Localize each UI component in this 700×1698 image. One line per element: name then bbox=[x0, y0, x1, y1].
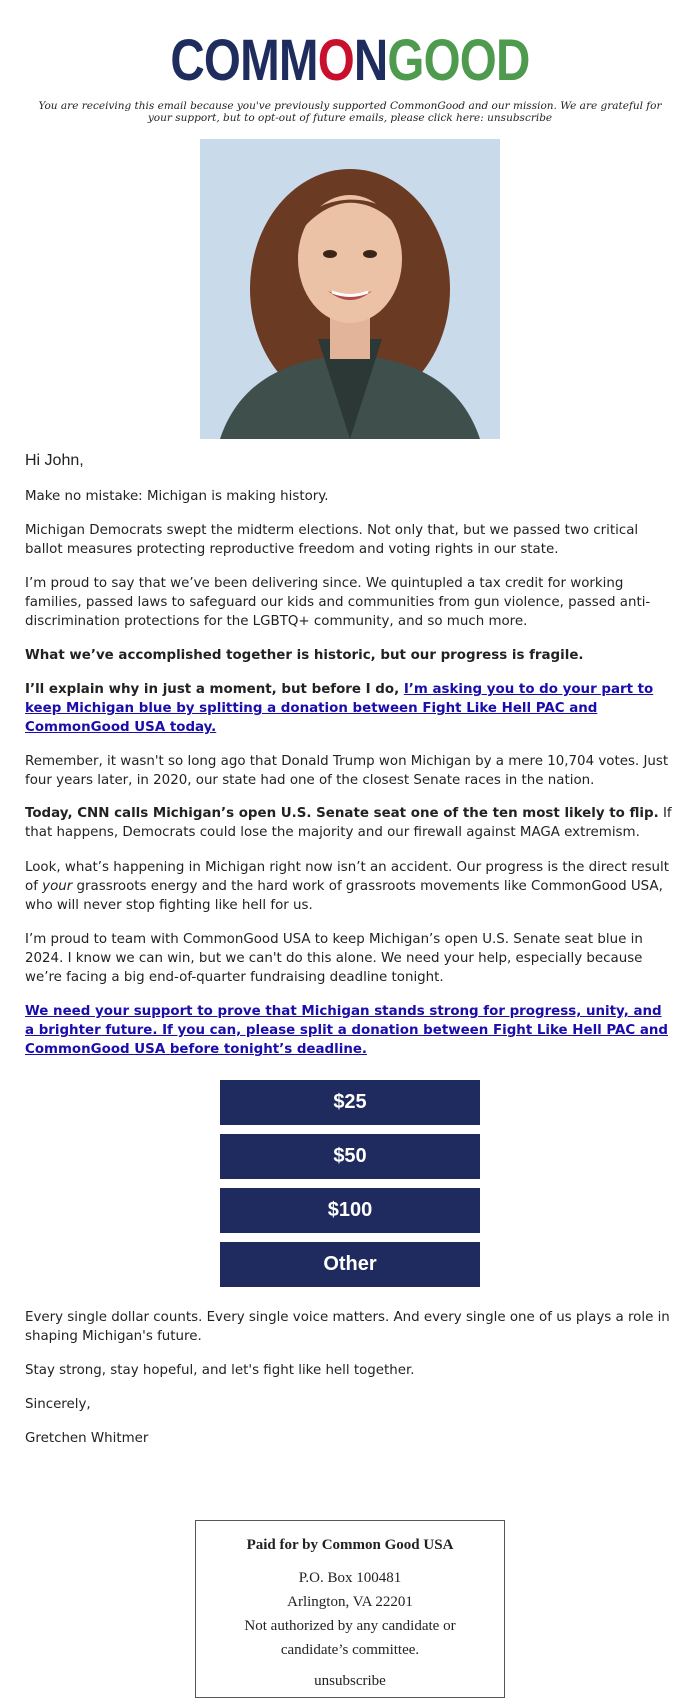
donate-25-button[interactable]: $25 bbox=[220, 1080, 480, 1125]
donate-100-button[interactable]: $100 bbox=[220, 1188, 480, 1233]
portrait-photo bbox=[200, 139, 500, 439]
paragraph-4-bold: What we’ve accomplished together is historic, but our progress is fragile. bbox=[25, 648, 584, 663]
footer-authorization: Not authorized by any candidate or bbox=[244, 1618, 456, 1634]
donate-50-button[interactable]: $50 bbox=[220, 1134, 480, 1179]
paragraph-11: Every single dollar counts. Every single voice matters. And every single one of us plays a role in shaping Michigan's future. bbox=[25, 1310, 670, 1344]
footer-po-box: P.O. Box 100481 bbox=[298, 1570, 402, 1586]
paragraph-4 bbox=[25, 646, 675, 665]
footer-committee: candidate’s committee. bbox=[280, 1642, 420, 1658]
portrait-illustration bbox=[200, 139, 500, 439]
donate-link-deadline[interactable]: We need your support to prove that Michigan stands strong for progress, unity, and a brighter future. If you can, please split a donation between Fight Like Hell PAC and CommonGood USA before tonight’s deadline. bbox=[25, 1004, 669, 1057]
paragraph-6: Remember, it wasn't so long ago that Donald Trump won Michigan by a mere 10,704 votes. Just four years later, in 2020, our state had one of the closest Senate races in the nation. bbox=[25, 754, 669, 788]
footer-unsubscribe-link[interactable]: unsubscribe bbox=[314, 1673, 386, 1689]
paragraph-5-bold: I’ll explain why in just a moment, but before I do, bbox=[25, 682, 404, 697]
logo-letter-o: O bbox=[317, 28, 354, 93]
sign-off: Sincerely, bbox=[25, 1397, 91, 1412]
paid-for-label: Paid for by Common Good USA bbox=[246, 1537, 454, 1553]
logo-text-common: COMM bbox=[170, 28, 318, 93]
email-disclaimer bbox=[25, 100, 675, 124]
paragraph-10 bbox=[25, 1002, 675, 1059]
paragraph-1: Make no mistake: Michigan is making history. bbox=[25, 489, 329, 504]
paragraph-12: Stay strong, stay hopeful, and let's fight like hell together. bbox=[25, 1363, 415, 1378]
signature-name: Gretchen Whitmer bbox=[25, 1431, 149, 1446]
paragraph-7 bbox=[25, 804, 675, 842]
footer-city: Arlington, VA 22201 bbox=[287, 1594, 413, 1610]
paragraph-3: I’m proud to say that we’ve been delivering since. We quintupled a tax credit for working families, passed laws to safeguard our kids and communities from gun violence, passed anti-discrimination protections for the LGBTQ+ community, and so much more. bbox=[25, 576, 651, 629]
greeting: Hi John, bbox=[25, 452, 84, 469]
paragraph-8 bbox=[25, 858, 675, 915]
donate-link-keep-michigan-blue[interactable]: I’m asking you to do your part to keep Michigan blue by splitting a donation between Fight Like Hell PAC and CommonGood USA today. bbox=[25, 682, 654, 735]
disclaimer-unsubscribe-link[interactable]: unsubscribe bbox=[487, 112, 553, 124]
logo-text-good: GOOD bbox=[387, 28, 530, 93]
paid-for-footer bbox=[195, 1520, 505, 1698]
footer-address bbox=[196, 1566, 504, 1662]
paragraph-2: Michigan Democrats swept the midterm elections. Not only that, but we passed two critical ballot measures protecting reproductive freedom and voting rights in our state. bbox=[25, 523, 639, 557]
commongood-logo bbox=[0, 30, 700, 92]
paragraph-5 bbox=[25, 680, 675, 737]
paragraph-7-bold: Today, CNN calls Michigan’s open U.S. Senate seat one of the ten most likely to flip. bbox=[25, 806, 659, 821]
disclaimer-text: You are receiving this email because you've previously supported CommonGood and our mission. We are grateful for your support, but to opt-out of future emails, please click here: bbox=[38, 100, 662, 124]
paragraph-8-text-a: Look, what’s happening in Michigan right now isn’t an accident. Our progress is the direct result of bbox=[25, 860, 669, 894]
paragraph-7-text: If that happens, Democrats could lose the majority and our firewall against MAGA extremism. bbox=[25, 806, 672, 840]
logo-letter-n: N bbox=[353, 28, 388, 93]
paragraph-8-emphasis: your bbox=[42, 879, 73, 894]
paragraph-9: I’m proud to team with CommonGood USA to keep Michigan’s open U.S. Senate seat blue in 2024. I know we can win, but we can't do this alone. We need your help, especially because we’re facing a big end-of-quarter fundraising deadline tonight. bbox=[25, 932, 643, 985]
donate-other-button[interactable]: Other bbox=[220, 1242, 480, 1287]
paragraph-8-text-b: grassroots energy and the hard work of grassroots movements like CommonGood USA, who will never stop fighting like hell for us. bbox=[25, 879, 663, 913]
